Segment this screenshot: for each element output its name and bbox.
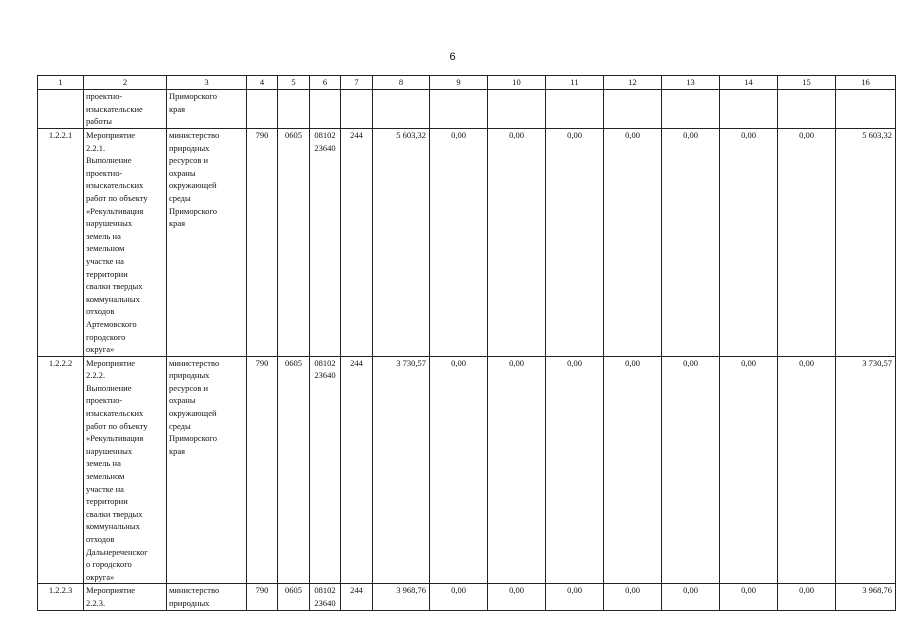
column-header: 7	[341, 76, 373, 90]
cell: 0,00	[430, 129, 488, 357]
column-header: 14	[720, 76, 778, 90]
cell	[604, 90, 662, 129]
cell: 0,00	[778, 584, 836, 610]
measure-name: Мероприятие 2.2.1. Выполнение проектно- изыскательских работ по объекту «Рекультивация нарушенных земель на земельном участке на территории свалки твердых коммунальных отходов Артемовского городского округа»	[84, 129, 167, 357]
cell: 0,00	[430, 356, 488, 584]
executor: министерство природных	[167, 584, 247, 610]
cell: 0,00	[662, 356, 720, 584]
executor: министерство природных ресурсов и охраны окружающей среды Приморского края	[167, 129, 247, 357]
cell: 244	[341, 129, 373, 357]
cell: 3 730,57	[373, 356, 430, 584]
cell	[373, 90, 430, 129]
cell: 0,00	[720, 584, 778, 610]
page-number: 6	[449, 51, 456, 63]
column-header: 10	[488, 76, 546, 90]
cell	[247, 90, 278, 129]
table-row	[38, 90, 896, 129]
cell: 0,00	[604, 356, 662, 584]
cell: 244	[341, 356, 373, 584]
cell: 0605	[278, 356, 310, 584]
cell: 0,00	[720, 129, 778, 357]
table-row	[38, 584, 896, 610]
column-header: 8	[373, 76, 430, 90]
cell: 3 968,76	[836, 584, 896, 610]
column-header: 5	[278, 76, 310, 90]
cell: 0,00	[778, 356, 836, 584]
cell: 08102 23640	[310, 129, 341, 357]
cell: 5 603,32	[373, 129, 430, 357]
column-header: 16	[836, 76, 896, 90]
column-header: 2	[84, 76, 167, 90]
cell	[778, 90, 836, 129]
column-header: 1	[38, 76, 84, 90]
column-header: 13	[662, 76, 720, 90]
cell: 0,00	[662, 129, 720, 357]
cell: 3 730,57	[836, 356, 896, 584]
cell: 3 968,76	[373, 584, 430, 610]
cell: 0605	[278, 584, 310, 610]
measure-name: проектно- изыскательские работы	[84, 90, 167, 129]
cell: 0,00	[546, 584, 604, 610]
cell: 244	[341, 584, 373, 610]
cell	[430, 90, 488, 129]
executor: министерство природных ресурсов и охраны окружающей среды Приморского края	[167, 356, 247, 584]
cell: 0,00	[720, 356, 778, 584]
cell: 790	[247, 356, 278, 584]
cell: 0,00	[488, 129, 546, 357]
cell	[278, 90, 310, 129]
cell: 0,00	[488, 584, 546, 610]
column-header: 15	[778, 76, 836, 90]
cell: 08102 23640	[310, 356, 341, 584]
cell	[836, 90, 896, 129]
cell: 0,00	[546, 356, 604, 584]
executor: Приморского края	[167, 90, 247, 129]
cell: 0605	[278, 129, 310, 357]
cell: 0,00	[778, 129, 836, 357]
header-row	[38, 76, 896, 90]
cell: 0,00	[488, 356, 546, 584]
column-header: 6	[310, 76, 341, 90]
table-row	[38, 356, 896, 584]
cell: 790	[247, 129, 278, 357]
cell: 0,00	[604, 584, 662, 610]
row-id: 1.2.2.2	[38, 356, 84, 584]
column-header: 4	[247, 76, 278, 90]
cell: 0,00	[662, 584, 720, 610]
cell	[662, 90, 720, 129]
cell	[310, 90, 341, 129]
cell: 5 603,32	[836, 129, 896, 357]
cell: 790	[247, 584, 278, 610]
cell	[488, 90, 546, 129]
cell	[546, 90, 604, 129]
column-header: 12	[604, 76, 662, 90]
column-header: 9	[430, 76, 488, 90]
row-id: 1.2.2.1	[38, 129, 84, 357]
column-header: 3	[167, 76, 247, 90]
cell: 0,00	[430, 584, 488, 610]
cell: 0,00	[604, 129, 662, 357]
measure-name: Мероприятие 2.2.2. Выполнение проектно- изыскательских работ по объекту «Рекультивация нарушенных земель на земельном участке на территории свалки твердых коммунальных отходов Дальнереченског о городского округа»	[84, 356, 167, 584]
row-id	[38, 90, 84, 129]
budget-table	[37, 75, 896, 611]
cell: 08102 23640	[310, 584, 341, 610]
cell	[720, 90, 778, 129]
cell	[341, 90, 373, 129]
table-row	[38, 129, 896, 357]
row-id: 1.2.2.3	[38, 584, 84, 610]
measure-name: Мероприятие 2.2.3.	[84, 584, 167, 610]
column-header: 11	[546, 76, 604, 90]
cell: 0,00	[546, 129, 604, 357]
